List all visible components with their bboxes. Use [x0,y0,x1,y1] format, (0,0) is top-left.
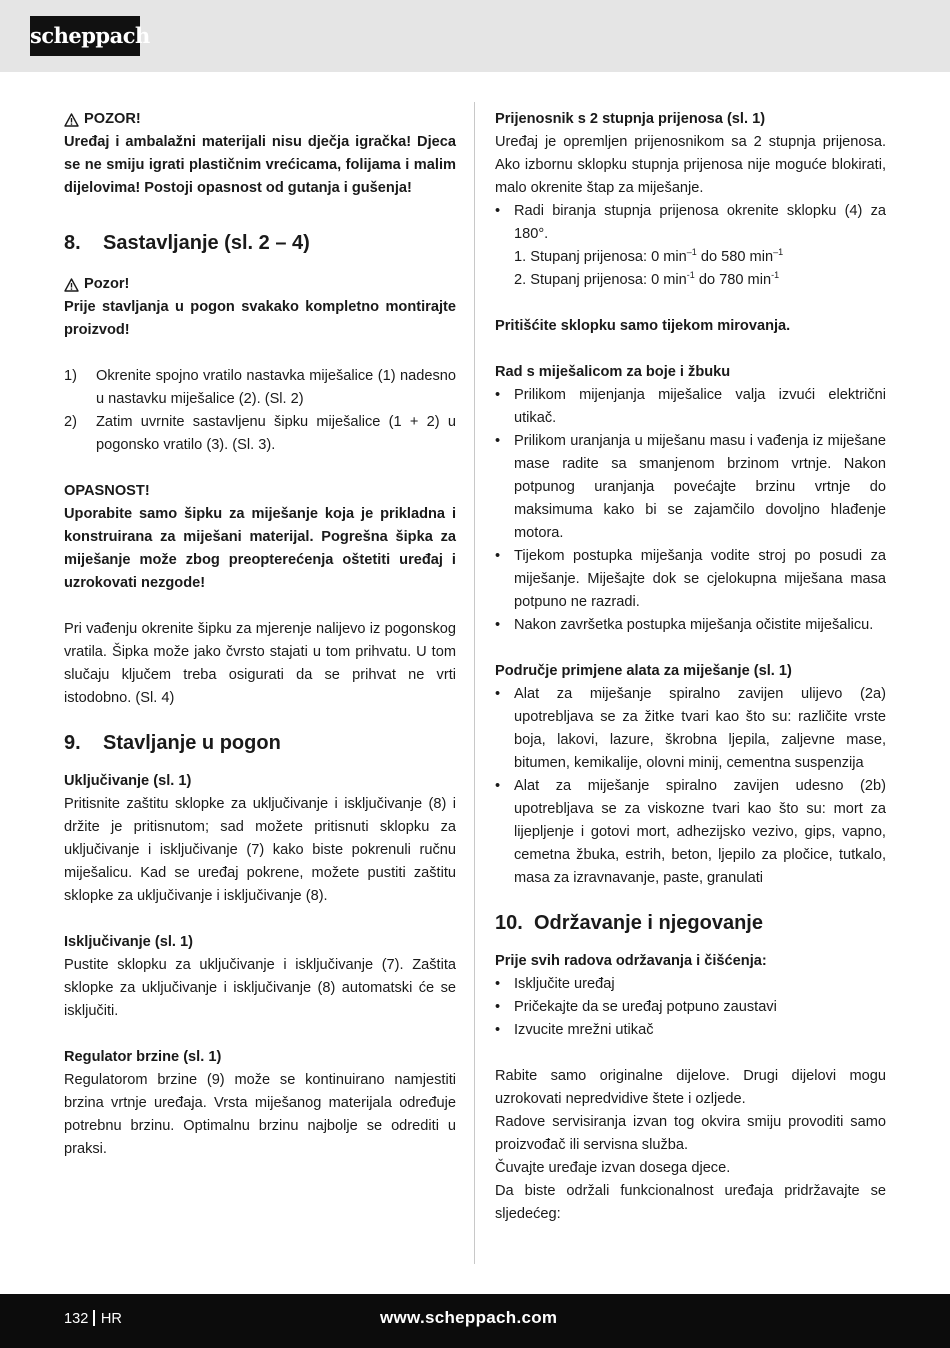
list-item: • Tijekom postupka miješanja vodite stroj po posudi za miješanje. Miješajte dok se cjelokupna miješana masa potpuno ne razradi. [495,548,886,610]
parts-text: Rabite samo originalne dijelove. Drugi dijelovi mogu uzrokovati nepredvidive štete i ozljede. [495,1068,886,1107]
functionality-text: Da biste održali funkcionalnost uređaja pridržavajte se sljedećeg: [495,1183,886,1222]
page-header [0,0,950,72]
warning-heading [64,108,456,131]
before-maintenance-list [495,973,886,1042]
list-item: • Prilikom uranjanja u miješanu masu i vađenja iz miješane mase radite sa smanjenom brzinom vrtnje. Nakon potpunog uranjanja povećajte brzinu vrtnje do maksimuma kako bi se zajamčilo dovoljno hlađenje motora. [495,433,886,541]
service-text: Radove servisiranja izvan tog okvira smiju provoditi samo proizvođač ili servisna služba. [495,1114,886,1153]
list-item: 2) Zatim uvrnite sastavljenu šipku miješalice (1 + 2) u pogonsko vratilo (3). (Sl. 3). [64,414,456,453]
warning-triangle-icon [64,113,79,127]
list-item: • Alat za miješanje spiralno zavijen udesno (2b) upotrebljava se za viskozne tvari kao što su: mort za lijepljenje i gotovi mort, adhezijsko vezivo, gips, vapno, cemetna žbuka, estrih, beton, ljepilo za pločice, tutkalo, masa za izravnavanje, paste, granulati [495,778,886,886]
section-9-heading [64,730,456,756]
gear-title: Prijenosnik s 2 stupnja prijenosa (sl. 1) [495,111,766,127]
switch-note: Pritišćite sklopku samo tijekom mirovanja. [495,318,791,334]
column-divider [474,102,475,1264]
website-link[interactable]: www.scheppach.com [380,1308,558,1327]
speed-regulator-text: Regulatorom brzine (9) može se kontinuirano namjestiti brzina vrtnje uređaja. Vrsta miješanog materijala određuje potrebnu brzinu. Optimalnu brzinu najbolje se odrediti u praksi. [64,1072,456,1157]
switch-on-title: Uključivanje (sl. 1) [64,773,192,789]
scope-title: Područje primjene alata za miješanje (sl. 1) [495,663,792,679]
list-item: • Izvucite mrežni utikač [495,1022,654,1038]
section-8-heading [64,230,456,256]
gear-stage-2: 2. Stupanj prijenosa: 0 $\min^{-1}$ do 780 $\min^{-1}$ [514,270,780,288]
section-number: 8. [64,232,81,254]
list-item: • Nakon završetka postupka miješanja očistite miješalicu. [495,617,874,633]
warning-title: POZOR! [84,111,141,127]
work-list [495,384,886,637]
section-title: Održavanje i njegovanje [534,912,763,934]
caution-heading [64,273,456,296]
list-item: • Pričekajte da se uređaj potpuno zaustavi [495,999,777,1015]
list-item: 1) Okrenite spojno vratilo nastavka miješalice (1) nadesno u nastavku miješalice (2). (Sl. 2) [64,368,456,407]
warning-text: Uređaj i ambalažni materijali nisu dječja igračka! Djeca se ne smiju igrati plastičnim vrećicama, folijama i malim dijelovima! Postoji opasnost od gutanja i gušenja! [64,134,456,196]
list-item: • Prilikom mijenjanja miješalice valja izvući električni utikač. [495,387,886,426]
section-title: Stavljanje u pogon [103,732,281,754]
section-number: 9. [64,732,81,754]
assembly-steps [64,365,456,457]
separator [93,1310,95,1326]
caution-title: Pozor! [84,276,130,292]
right-column [495,108,886,1226]
section-10-heading [495,910,886,936]
switch-on-text: Pritisnite zaštitu sklopke za uključivanje i isključivanje (8) i držite je pritisnutom; sad možete pritisnuti sklopku za uključivanje i isključivanje (7) kako biste pokrenuli ručnu miješalicu. Kad se uređaj pokrene, možete pustiti zaštitu sklopke za uključivanje i isključivanje (8). [64,796,456,904]
list-item: • Radi biranja stupnja prijenosa okrenite sklopku (4) za 180°. [495,203,886,242]
list-item: • Alat za miješanje spiralno zavijen ulijevo (2a) upotrebljava se za žitke tvari kao što su: različite vrste boja, lakovi, lazure, škrobna ljepila, zaljevne mase, bitumen, kemikalije, olovni minij, cementna suspenzija [495,686,886,771]
work-title: Rad s miješalicom za boje i žbuku [495,364,731,380]
danger-text: Uporabite samo šipku za miješanje koja je prikladna i konstruirana za miješani materijal. Pogrešna šipka za miješanje može zbog preopterećenja oštetiti uređaj i uzrokovati nezgode! [64,506,456,591]
gear-stage-1: 1. Stupanj prijenosa: 0 $\min^{-1}$ do 580 $\min^{-1}$ [514,247,784,265]
before-maintenance-title: Prije svih radova održavanja i čišćenja: [495,953,767,969]
gear-text: Uređaj je opremljen prijenosnikom sa 2 stupnja prijenosa. Ako izbornu sklopku stupnja prijenosa nije moguće blokirati, malo okrenite štap za miješanje. [495,134,886,196]
section-number: 10. [495,912,523,934]
keep-away-text: Čuvajte uređaje izvan dosega djece. [495,1160,731,1176]
warning-triangle-icon [64,278,79,292]
list-item: • Isključite uređaj [495,976,615,992]
page-footer [0,1294,950,1348]
left-column [64,108,456,1161]
speed-regulator-title: Regulator brzine (sl. 1) [64,1049,222,1065]
page-number: 132 HR [64,1311,122,1327]
scope-list [495,683,886,890]
danger-title: OPASNOST! [64,483,150,499]
caution-text: Prije stavljanja u pogon svakako kompletno montirajte proizvod! [64,299,456,338]
section-title: Sastavljanje (sl. 2 – 4) [103,232,310,254]
switch-off-title: Isključivanje (sl. 1) [64,934,193,950]
switch-off-text: Pustite sklopku za uključivanje i isključivanje (7). Zaštita sklopke za uključivanje i isključivanje (8) automatski će se isključiti. [64,957,456,1019]
removal-text: Pri vađenju okrenite šipku za mjerenje nalijevo iz pogonskog vratila. Šipka može jako čvrsto stajati u tom prihvatu. U tom slučaju ključem treba osigurati da se prihvat ne vrti istodobno. (Sl. 4) [64,621,456,706]
gear-list [495,200,886,246]
scheppach-logo: scheppach [30,16,140,56]
